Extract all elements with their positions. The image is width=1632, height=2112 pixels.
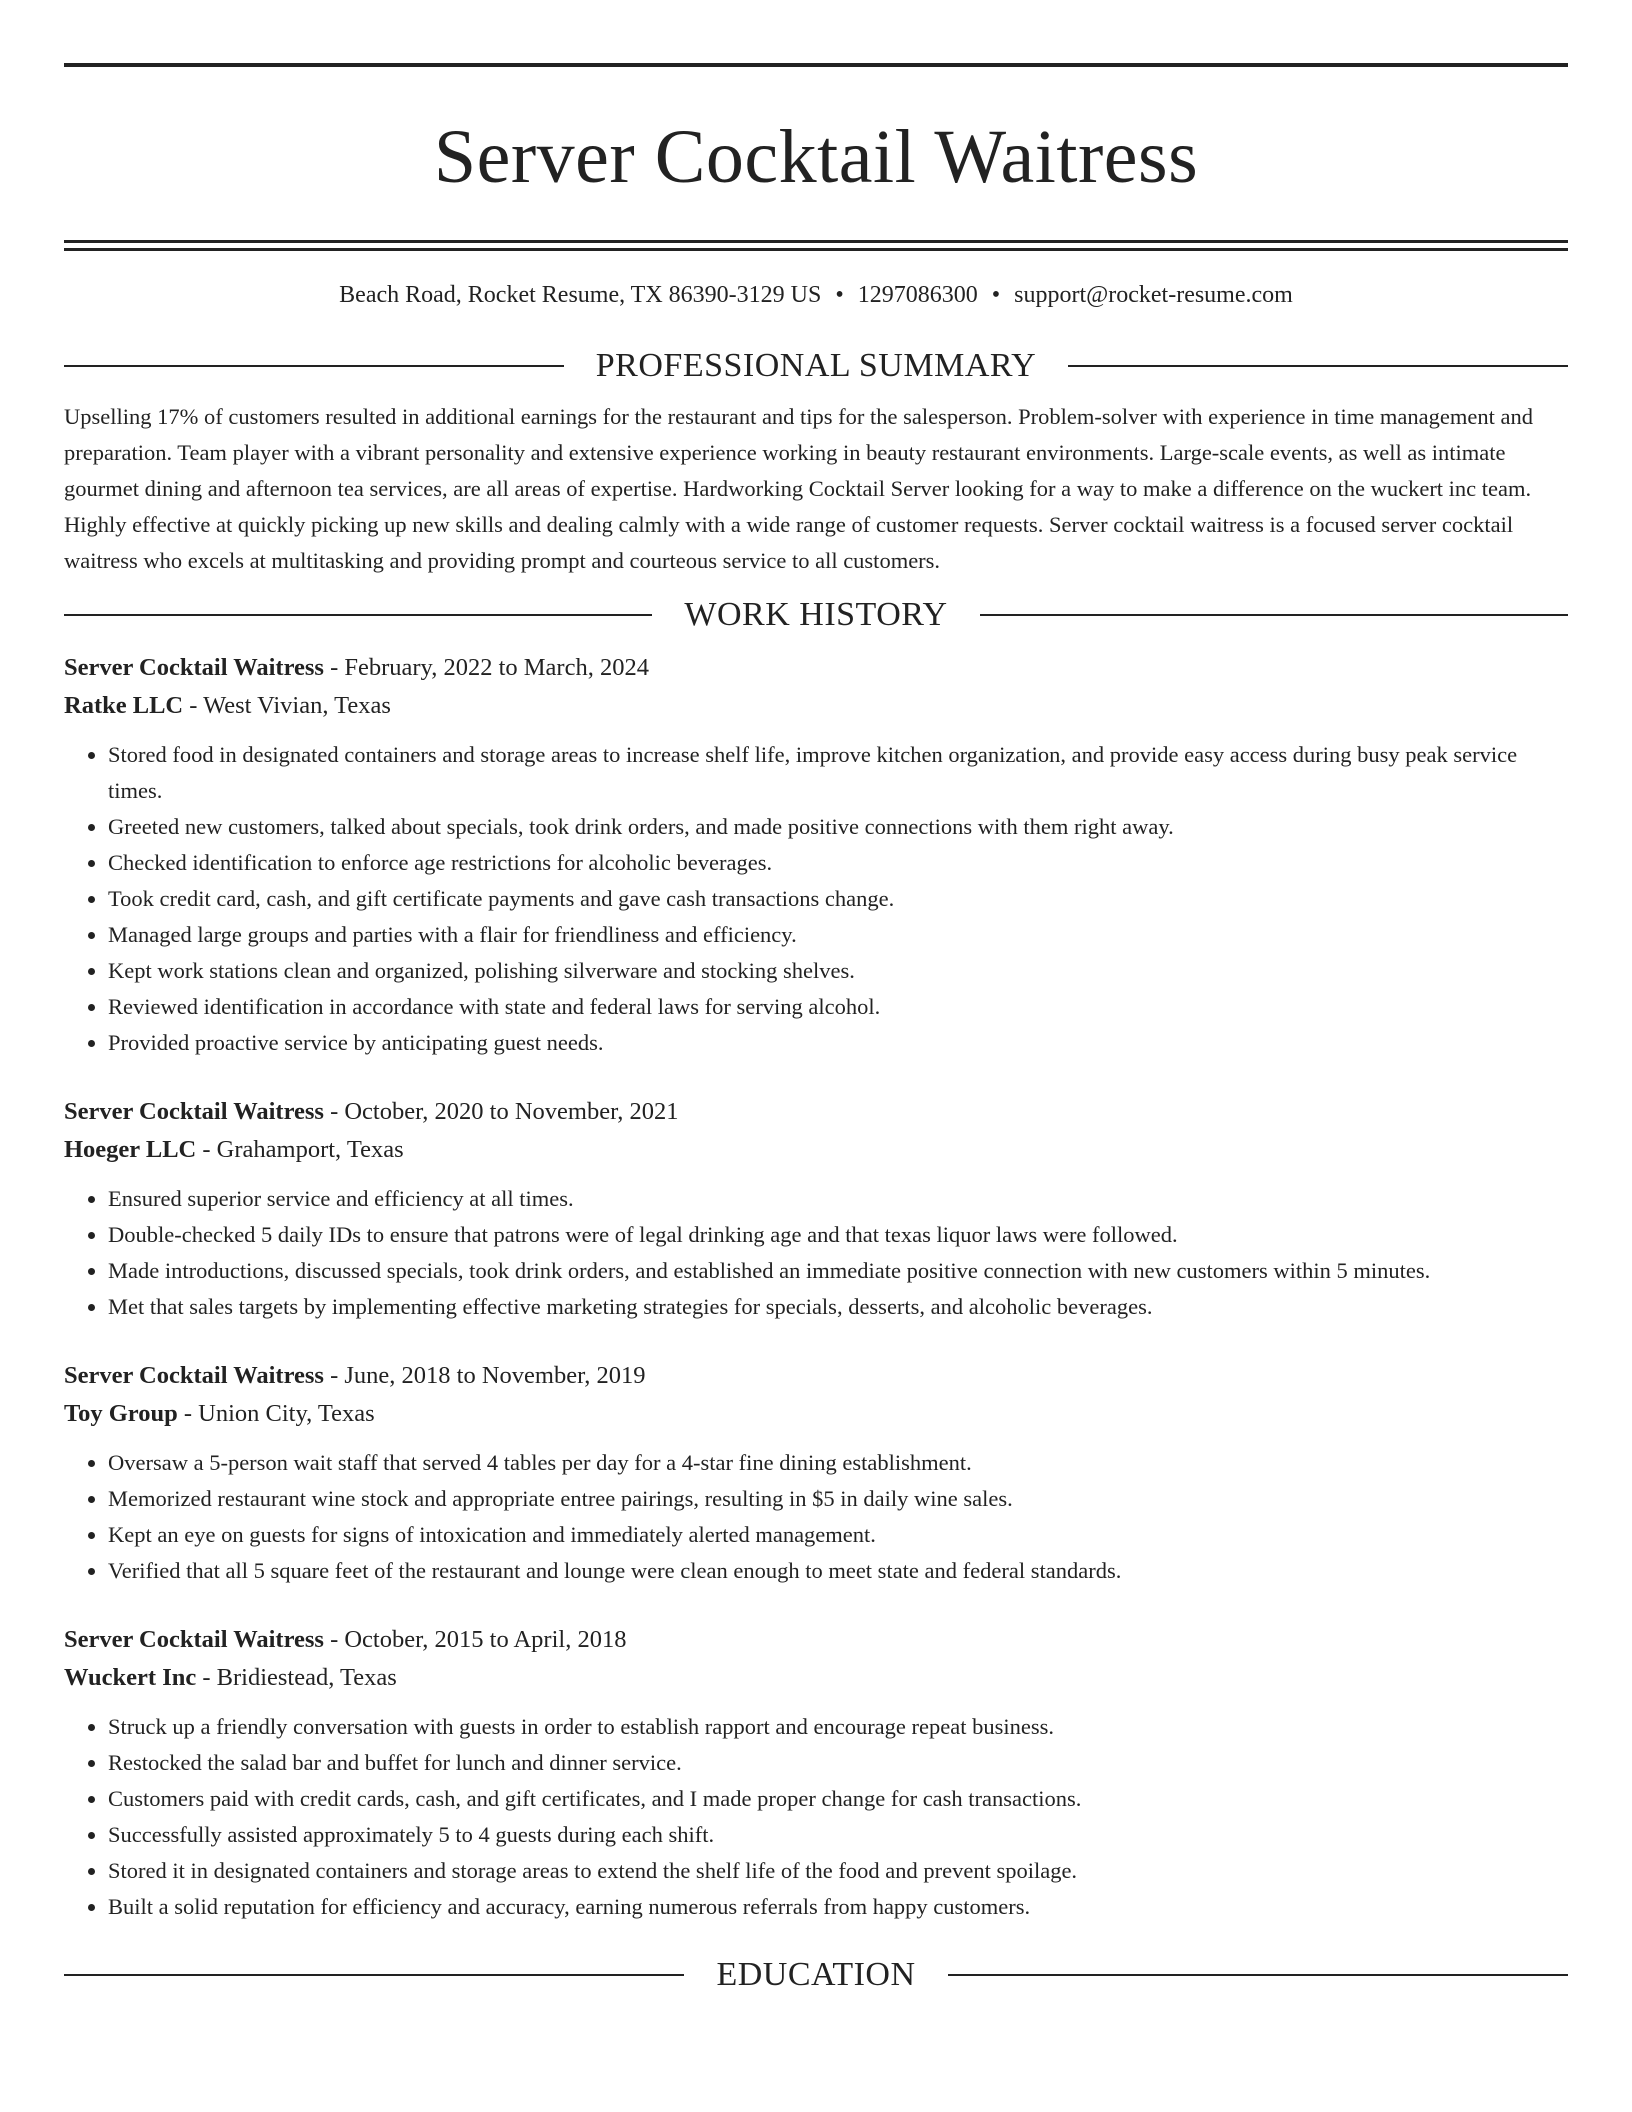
heading-rule [1068,365,1568,367]
list-item: • Stored food in designated containers and storage areas to increase shelf life, improve kitchen organization, and provide easy access during busy peak service times. [108,737,1568,809]
section-title: WORK HISTORY [684,596,948,633]
list-item: • Oversaw a 5-person wait staff that served 4 tables per day for a 4-star fine dining establishment. [108,1445,1568,1481]
heading-rule [948,1974,1568,1976]
job-title-line [64,1621,1568,1659]
job-company: Hoeger LLC [64,1136,197,1163]
list-item: • Provided proactive service by anticipating guest needs. [108,1025,1568,1061]
section-title: PROFESSIONAL SUMMARY [595,347,1037,384]
double-rule [64,240,1568,251]
list-item: • Struck up a friendly conversation with guests in order to establish rapport and encourage repeat business. [108,1709,1568,1745]
resume-page [64,0,1568,1995]
job-title: Server Cocktail Waitress [64,1626,324,1653]
job-entry [64,1093,1568,1325]
job-entry [64,1357,1568,1589]
list-item: • Verified that all 5 square feet of the restaurant and lounge were clean enough to meet state and federal standards. [108,1553,1568,1589]
heading-rule [64,1974,684,1976]
job-entry [64,1621,1568,1925]
top-rule [64,63,1568,67]
list-item: • Made introductions, discussed specials, took drink orders, and established an immediate positive connection with new customers within 5 minutes. [108,1253,1568,1289]
section-heading-work-history [64,595,1568,635]
job-entry [64,649,1568,1061]
job-bullets [64,1181,1568,1325]
heading-rule [64,365,564,367]
list-item: • Successfully assisted approximately 5 to 4 guests during each shift. [108,1817,1568,1853]
job-company-line [64,1659,1568,1697]
list-item: • Memorized restaurant wine stock and appropriate entree pairings, resulting in $5 in daily wine sales. [108,1481,1568,1517]
list-item: • Built a solid reputation for efficiency and accuracy, earning numerous referrals from happy customers. [108,1889,1568,1925]
job-location: - Bridiestead, Texas [196,1664,397,1691]
job-title: Server Cocktail Waitress [64,654,324,681]
section-heading-education [64,1955,1568,1995]
job-location: - West Vivian, Texas [183,692,391,719]
list-item: • Took credit card, cash, and gift certificate payments and gave cash transactions change. [108,881,1568,917]
section-heading-summary [64,346,1568,386]
list-item: • Kept work stations clean and organized, polishing silverware and stocking shelves. [108,953,1568,989]
job-title: Server Cocktail Waitress [64,1098,324,1125]
job-title-line [64,1093,1568,1131]
job-title-line [64,1357,1568,1395]
summary-text: Upselling 17% of customers resulted in additional earnings for the restaurant and tips for the salesperson. Problem-solver with experience in time management and preparation. Team player with a vibrant personality and extensive experience working in beauty restaurant environments. Large-scale events, as well as intimate gourmet dining and afternoon tea services, are all areas of expertise. Hardworking Cocktail Server looking for a way to make a difference on the wuckert inc team. Highly effective at quickly picking up new skills and dealing calmly with a wide range of customer requests. Server cocktail waitress is a focused server cocktail waitress who excels at multitasking and providing prompt and courteous service to all customers. [64,404,1533,573]
job-location: - Grahamport, Texas [196,1136,404,1163]
list-item: • Double-checked 5 daily IDs to ensure that patrons were of legal drinking age and that texas liquor laws were followed. [108,1217,1568,1253]
job-dates: - February, 2022 to March, 2024 [323,654,649,681]
job-company-line [64,1131,1568,1169]
job-bullets [64,1709,1568,1925]
job-dates: - October, 2015 to April, 2018 [323,1626,627,1653]
contact-phone: 1297086300 [857,282,978,308]
job-dates: - June, 2018 to November, 2019 [323,1362,646,1389]
list-item: • Restocked the salad bar and buffet for lunch and dinner service. [108,1745,1568,1781]
job-company: Wuckert Inc [64,1664,197,1691]
job-bullets [64,1445,1568,1589]
contact-line [64,280,1568,310]
contact-separator: • [991,282,1001,308]
candidate-name: Server Cocktail Waitress [433,115,1199,199]
contact-email: support@rocket-resume.com [1014,282,1293,308]
job-dates: - October, 2020 to November, 2021 [323,1098,679,1125]
job-company-line [64,1395,1568,1433]
list-item: • Ensured superior service and efficiency at all times. [108,1181,1568,1217]
contact-separator: • [835,282,844,308]
job-company: Ratke LLC [64,692,184,719]
heading-rule [64,614,652,616]
heading-rule [980,614,1568,616]
list-item: • Customers paid with credit cards, cash, and gift certificates, and I made proper change for cash transactions. [108,1781,1568,1817]
list-item: • Greeted new customers, talked about specials, took drink orders, and made positive connections with them right away. [108,809,1568,845]
job-title: Server Cocktail Waitress [64,1362,324,1389]
contact-address: Beach Road, Rocket Resume, TX 86390-3129 US [339,282,822,308]
list-item: • Stored it in designated containers and storage areas to extend the shelf life of the food and prevent spoilage. [108,1853,1568,1889]
section-title: EDUCATION [716,1956,916,1993]
job-bullets [64,737,1568,1061]
list-item: • Checked identification to enforce age restrictions for alcoholic beverages. [108,845,1568,881]
list-item: • Managed large groups and parties with a flair for friendliness and efficiency. [108,917,1568,953]
job-title-line [64,649,1568,687]
job-location: - Union City, Texas [177,1400,375,1427]
job-company: Toy Group [64,1400,178,1427]
list-item: • Reviewed identification in accordance with state and federal laws for serving alcohol. [108,989,1568,1025]
job-company-line [64,687,1568,725]
list-item: • Kept an eye on guests for signs of intoxication and immediately alerted management. [108,1517,1568,1553]
list-item: • Met that sales targets by implementing effective marketing strategies for specials, desserts, and alcoholic beverages. [108,1289,1568,1325]
